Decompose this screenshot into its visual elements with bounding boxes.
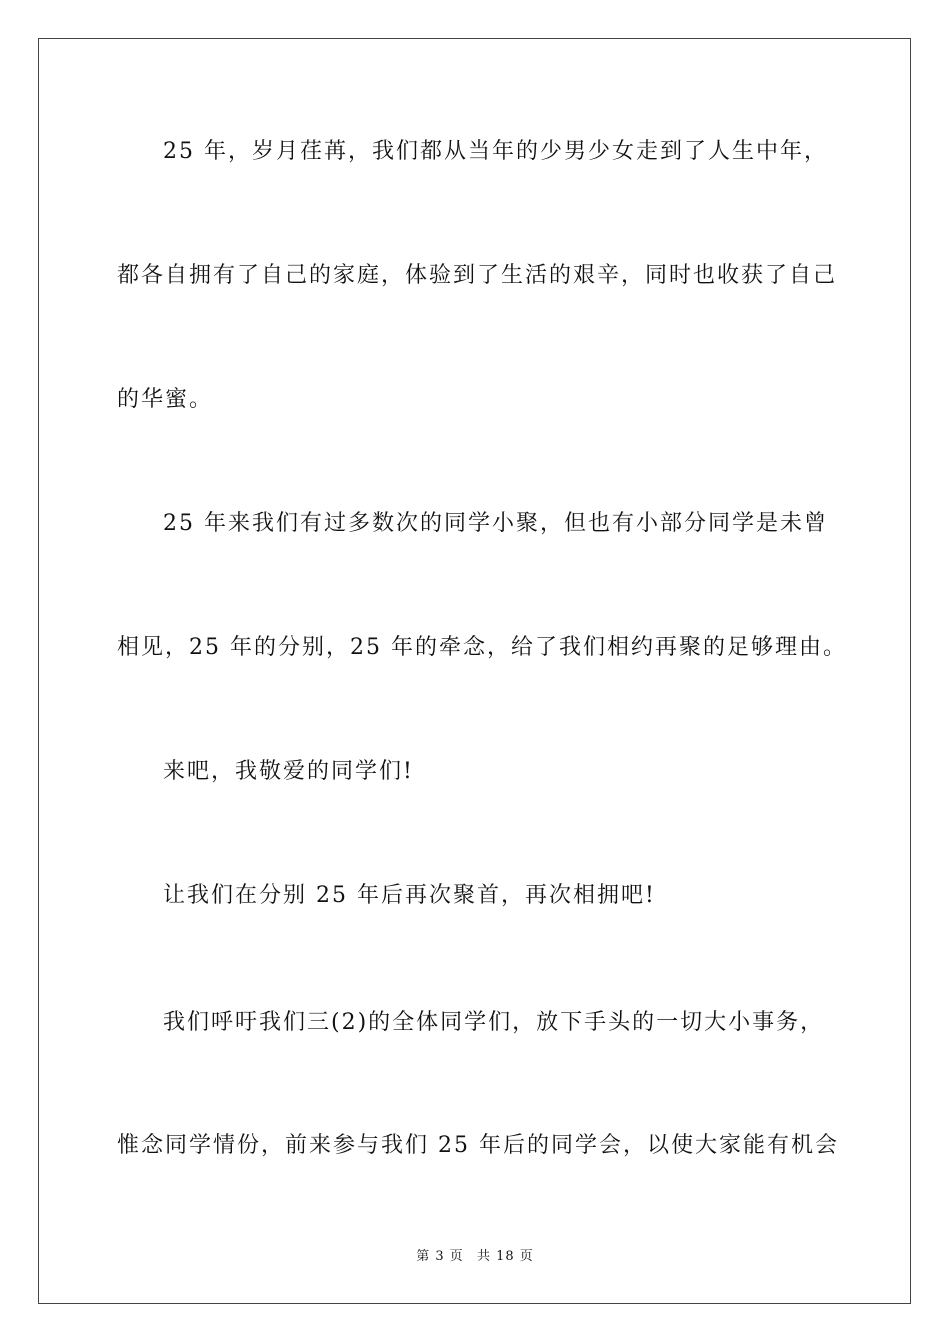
paragraph-line: 25 年来我们有过多数次的同学小聚，但也有小部分同学是未曾: [163, 511, 828, 536]
paragraph-line: 惟念同学情份，前来参与我们 25 年后的同学会，以使大家能有机会: [117, 1133, 839, 1158]
paragraph-line: 相见，25 年的分别，25 年的牵念，给了我们相约再聚的足够理由。: [117, 635, 847, 660]
page-total: 共 18 页: [476, 1249, 534, 1264]
paragraph-line: 我们呼吁我们三(2)的全体同学们，放下手头的一切大小事务，: [163, 1010, 825, 1035]
paragraph-line: 都各自拥有了自己的家庭，体验到了生活的艰辛，同时也收获了自己: [117, 263, 838, 288]
page-frame: [38, 38, 911, 1304]
page-footer: [0, 1245, 950, 1264]
paragraph-line: 来吧，我敬爱的同学们!: [163, 759, 414, 784]
page-number: 第 3 页: [416, 1249, 464, 1264]
paragraph-line: 让我们在分别 25 年后再次聚首，再次相拥吧!: [163, 883, 656, 908]
paragraph-line: 25 年，岁月荏苒，我们都从当年的少男少女走到了人生中年，: [163, 139, 828, 164]
paragraph-line: 的华蜜。: [117, 387, 214, 412]
